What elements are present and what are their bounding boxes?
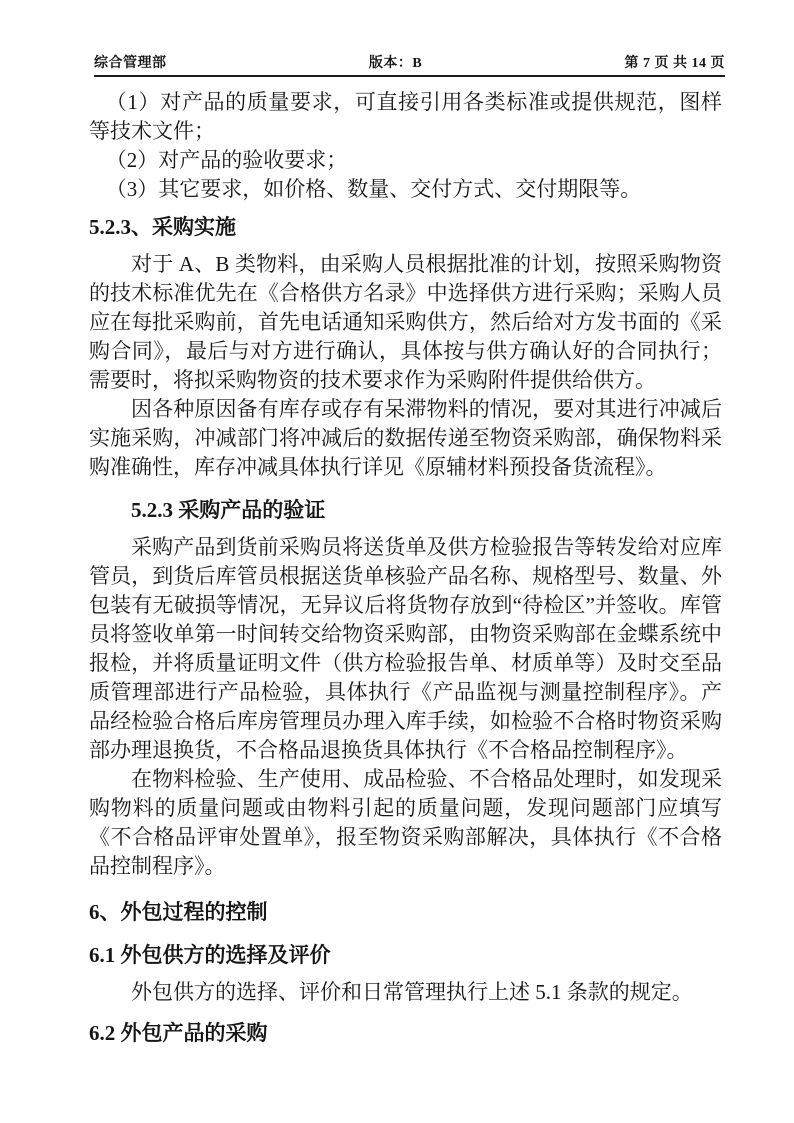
section-heading-product-verification: 5.2.3 采购产品的验证 [131, 498, 326, 522]
section-heading-outsourcing-control: 6、外包过程的控制 [89, 900, 268, 924]
section-heading-outsourced-product-procurement: 6.2 外包产品的采购 [89, 1021, 268, 1045]
header-department: 综合管理部 [94, 56, 167, 71]
paragraph-outsourcing-supplier-rules: 外包供方的选择、评价和日常管理执行上述 5.1 条款的规定。 [131, 980, 693, 1004]
document-body [89, 88, 722, 1048]
header-version: 版本：B [368, 56, 423, 71]
paragraph-inventory-offset: 因各种原因备有库存或存有呆滞物料的情况，要对其进行冲减后实施采购，冲减部门将冲减后的数据传递至物资采购部，确保物料采购准确性，库存冲减具体执行详见《原辅材料预投备货流程》。 [89, 397, 722, 479]
paragraph-nonconforming-handling: 在物料检验、生产使用、成品检验、不合格品处理时，如发现采购物料的质量问题或由物料引起的质量问题，发现问题部门应填写《不合格品评审处置单》，报至物资采购部解决，具体执行《不合格品控制程序》。 [89, 767, 722, 878]
paragraph-procurement-process: 对于 A、B 类物料，由采购人员根据批准的计划，按照采购物资的技术标准优先在《合格供方名录》中选择供方进行采购；采购人员应在每批采购前，首先电话通知采购供方，然后给对方发书面的《采购合同》，最后与对方进行确认，具体按与供方确认好的合同执行；需要时，将拟采购物资的技术要求作为采购附件提供给供方。 [89, 252, 722, 392]
page-header [94, 52, 725, 77]
list-item-acceptance-requirements: （2）对产品的验收要求； [105, 148, 348, 172]
header-page-number: 第 7 页 共 14 页 [624, 56, 725, 71]
list-item-quality-requirements: （1）对产品的质量要求，可直接引用各类标准或提供规范，图样等技术文件； [89, 90, 722, 143]
list-item-other-requirements: （3）其它要求，如价格、数量、交付方式、交付期限等。 [105, 177, 642, 201]
section-heading-outsourcing-supplier-selection: 6.1 外包供方的选择及评价 [89, 943, 331, 967]
section-heading-procurement-implementation: 5.2.3、采购实施 [89, 215, 236, 239]
paragraph-goods-inspection: 采购产品到货前采购员将送货单及供方检验报告等转发给对应库管员，到货后库管员根据送货单核验产品名称、规格型号、数量、外包装有无破损等情况，无异议后将货物存放到“待检区”并签收。库管员将签收单第一时间转交给物资采购部，由物资采购部在金蝶系统中报检，并将质量证明文件（供方检验报告单、材质单等）及时交至品质管理部进行产品检验，具体执行《产品监视与测量控制程序》。产品经检验合格后库房管理员办理入库手续，如检验不合格时物资采购部办理退换货，不合格品退换货具体执行《不合格品控制程序》。 [89, 535, 722, 762]
